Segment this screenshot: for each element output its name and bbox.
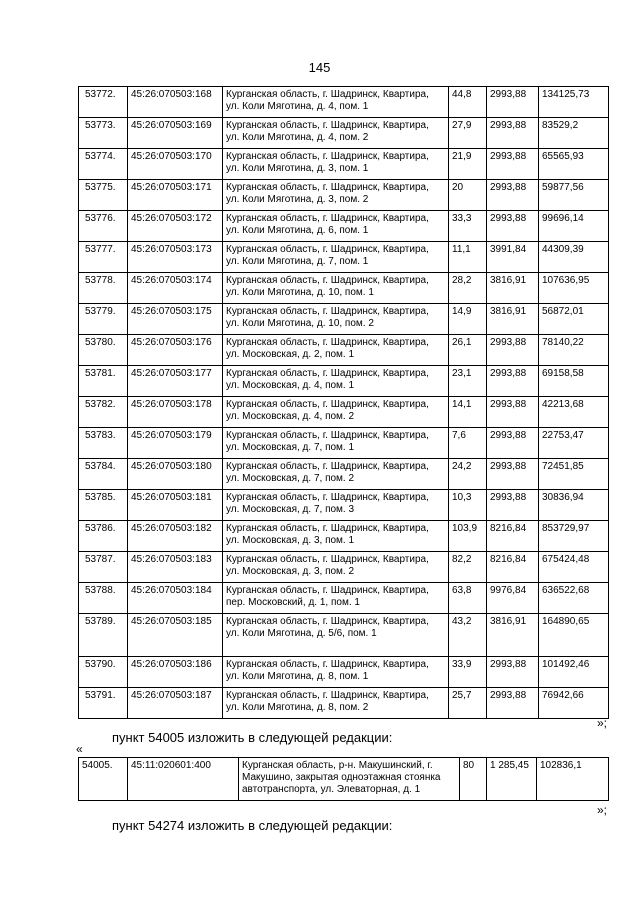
price-per-unit-cell: 2993,88 [487, 211, 539, 242]
address-cell: Курганская область, г. Шадринск, Квартира, ул. Московская, д. 4, пом. 2 [223, 397, 449, 428]
cadastral-value-cell: 675424,48 [539, 552, 609, 583]
cadastral-value-cell: 83529,2 [539, 118, 609, 149]
area-cell: 26,1 [449, 335, 487, 366]
price-per-unit-cell: 2993,88 [487, 87, 539, 118]
price-per-unit-cell: 2993,88 [487, 428, 539, 459]
cadastral-value-cell: 69158,58 [539, 366, 609, 397]
cadastral-number-cell: 45:26:070503:176 [128, 335, 223, 366]
address-cell: Курганская область, г. Шадринск, Квартира, ул. Коли Мяготина, д. 6, пом. 1 [223, 211, 449, 242]
table-row [79, 273, 609, 304]
cadastral-value-cell: 22753,47 [539, 428, 609, 459]
cadastral-number-cell: 45:26:070503:172 [128, 211, 223, 242]
price-per-unit-cell: 2993,88 [487, 180, 539, 211]
address-cell: Курганская область, г. Шадринск, Квартира, ул. Московская, д. 7, пом. 3 [223, 490, 449, 521]
closing-quote-2: »; [597, 803, 608, 817]
table-row [79, 521, 609, 552]
instruction-text-2: пункт 54274 изложить в следующей редакции: [112, 818, 393, 833]
cadastral-number-cell: 45:26:070503:186 [128, 657, 223, 688]
table-row [79, 688, 609, 719]
cadastral-number-cell: 45:26:070503:175 [128, 304, 223, 335]
cadastral-value-cell: 56872,01 [539, 304, 609, 335]
cadastral-value-cell: 76942,66 [539, 688, 609, 719]
price-per-unit-cell: 3816,91 [487, 304, 539, 335]
closing-quote: »; [597, 716, 608, 730]
row-number-cell: 53774. [79, 149, 128, 180]
cadastral-number-cell: 45:11:020601:400 [128, 758, 239, 801]
address-cell: Курганская область, г. Шадринск, Квартира, ул. Коли Мяготина, д. 10, пом. 2 [223, 304, 449, 335]
cadastral-number-cell: 45:26:070503:177 [128, 366, 223, 397]
address-cell: Курганская область, г. Шадринск, Квартира, ул. Коли Мяготина, д. 8, пом. 1 [223, 657, 449, 688]
table-row [79, 211, 609, 242]
area-cell: 11,1 [449, 242, 487, 273]
cadastral-value-cell: 99696,14 [539, 211, 609, 242]
cadastral-value-cell: 59877,56 [539, 180, 609, 211]
cadastral-table-amended [78, 757, 609, 801]
row-number-cell: 53776. [79, 211, 128, 242]
table-row [79, 428, 609, 459]
row-number-cell: 53783. [79, 428, 128, 459]
address-cell: Курганская область, г. Шадринск, Квартира, ул. Коли Мяготина, д. 8, пом. 2 [223, 688, 449, 719]
cadastral-value-cell: 78140,22 [539, 335, 609, 366]
row-number-cell: 53782. [79, 397, 128, 428]
cadastral-number-cell: 45:26:070503:185 [128, 614, 223, 657]
price-per-unit-cell: 9976,84 [487, 583, 539, 614]
price-per-unit-cell: 2993,88 [487, 490, 539, 521]
cadastral-number-cell: 45:26:070503:181 [128, 490, 223, 521]
cadastral-value-cell: 164890,65 [539, 614, 609, 657]
price-per-unit-cell: 2993,88 [487, 459, 539, 490]
page-number: 145 [308, 60, 331, 75]
address-cell: Курганская область, г. Шадринск, Квартира, ул. Коли Мяготина, д. 4, пом. 2 [223, 118, 449, 149]
cadastral-number-cell: 45:26:070503:169 [128, 118, 223, 149]
row-number-cell: 53777. [79, 242, 128, 273]
area-cell: 44,8 [449, 87, 487, 118]
area-cell: 24,2 [449, 459, 487, 490]
row-number-cell: 53775. [79, 180, 128, 211]
row-number-cell: 53786. [79, 521, 128, 552]
table-row [79, 87, 609, 118]
price-per-unit-cell: 8216,84 [487, 552, 539, 583]
price-per-unit-cell: 3991,84 [487, 242, 539, 273]
row-number-cell: 53789. [79, 614, 128, 657]
cadastral-number-cell: 45:26:070503:187 [128, 688, 223, 719]
price-per-unit-cell: 2993,88 [487, 397, 539, 428]
address-cell: Курганская область, г. Шадринск, Квартира, ул. Коли Мяготина, д. 7, пом. 1 [223, 242, 449, 273]
row-number-cell: 53781. [79, 366, 128, 397]
address-cell: Курганская область, г. Шадринск, Квартира, ул. Московская, д. 2, пом. 1 [223, 335, 449, 366]
row-number-cell: 53778. [79, 273, 128, 304]
cadastral-number-cell: 45:26:070503:183 [128, 552, 223, 583]
row-number-cell: 53779. [79, 304, 128, 335]
area-cell: 27,9 [449, 118, 487, 149]
cadastral-number-cell: 45:26:070503:170 [128, 149, 223, 180]
opening-quote: « [76, 742, 83, 756]
area-cell: 23,1 [449, 366, 487, 397]
cadastral-number-cell: 45:26:070503:171 [128, 180, 223, 211]
cadastral-number-cell: 45:26:070503:178 [128, 397, 223, 428]
cadastral-number-cell: 45:26:070503:184 [128, 583, 223, 614]
address-cell: Курганская область, р-н. Макушинский, г. Макушино, закрытая одноэтажная стоянка автотранспорта, ул. Элеваторная, д. 1 [239, 758, 460, 801]
cadastral-number-cell: 45:26:070503:168 [128, 87, 223, 118]
price-per-unit-cell: 2993,88 [487, 688, 539, 719]
cadastral-value-cell: 72451,85 [539, 459, 609, 490]
table-row [79, 583, 609, 614]
table-row [79, 397, 609, 428]
address-cell: Курганская область, г. Шадринск, Квартира, ул. Коли Мяготина, д. 5/6, пом. 1 [223, 614, 449, 657]
cadastral-value-cell: 134125,73 [539, 87, 609, 118]
table-row [79, 614, 609, 657]
row-number-cell: 53788. [79, 583, 128, 614]
cadastral-value-cell: 44309,39 [539, 242, 609, 273]
table-row [79, 304, 609, 335]
area-cell: 63,8 [449, 583, 487, 614]
table-row [79, 758, 609, 801]
area-cell: 14,9 [449, 304, 487, 335]
table-row [79, 242, 609, 273]
cadastral-number-cell: 45:26:070503:182 [128, 521, 223, 552]
address-cell: Курганская область, г. Шадринск, Квартира, ул. Коли Мяготина, д. 3, пом. 1 [223, 149, 449, 180]
cadastral-value-cell: 42213,68 [539, 397, 609, 428]
row-number-cell: 53773. [79, 118, 128, 149]
area-cell: 21,9 [449, 149, 487, 180]
cadastral-value-cell: 853729,97 [539, 521, 609, 552]
price-per-unit-cell: 2993,88 [487, 118, 539, 149]
table-row [79, 180, 609, 211]
cadastral-number-cell: 45:26:070503:180 [128, 459, 223, 490]
price-per-unit-cell: 2993,88 [487, 366, 539, 397]
cadastral-value-cell: 65565,93 [539, 149, 609, 180]
price-per-unit-cell: 2993,88 [487, 335, 539, 366]
table-row [79, 366, 609, 397]
area-cell: 14,1 [449, 397, 487, 428]
table-row [79, 335, 609, 366]
table-row [79, 459, 609, 490]
area-cell: 80 [460, 758, 487, 801]
address-cell: Курганская область, г. Шадринск, Квартира, ул. Московская, д. 7, пом. 2 [223, 459, 449, 490]
cadastral-number-cell: 45:26:070503:173 [128, 242, 223, 273]
table-row [79, 490, 609, 521]
price-per-unit-cell: 8216,84 [487, 521, 539, 552]
row-number-cell: 53790. [79, 657, 128, 688]
price-per-unit-cell: 3816,91 [487, 614, 539, 657]
cadastral-value-cell: 636522,68 [539, 583, 609, 614]
area-cell: 20 [449, 180, 487, 211]
instruction-text: пункт 54005 изложить в следующей редакции: [112, 730, 393, 745]
address-cell: Курганская область, г. Шадринск, Квартира, ул. Московская, д. 7, пом. 1 [223, 428, 449, 459]
table-row [79, 552, 609, 583]
cadastral-value-cell: 101492,46 [539, 657, 609, 688]
area-cell: 7,6 [449, 428, 487, 459]
area-cell: 28,2 [449, 273, 487, 304]
table-row [79, 657, 609, 688]
cadastral-value-cell: 30836,94 [539, 490, 609, 521]
price-per-unit-cell: 1 285,45 [487, 758, 537, 801]
area-cell: 33,3 [449, 211, 487, 242]
area-cell: 43,2 [449, 614, 487, 657]
row-number-cell: 53780. [79, 335, 128, 366]
price-per-unit-cell: 3816,91 [487, 273, 539, 304]
cadastral-table [78, 86, 609, 719]
price-per-unit-cell: 2993,88 [487, 657, 539, 688]
row-number-cell: 54005. [79, 758, 128, 801]
address-cell: Курганская область, г. Шадринск, Квартира, ул. Коли Мяготина, д. 10, пом. 1 [223, 273, 449, 304]
cadastral-number-cell: 45:26:070503:174 [128, 273, 223, 304]
table-row [79, 149, 609, 180]
area-cell: 33,9 [449, 657, 487, 688]
cadastral-number-cell: 45:26:070503:179 [128, 428, 223, 459]
area-cell: 25,7 [449, 688, 487, 719]
row-number-cell: 53787. [79, 552, 128, 583]
row-number-cell: 53784. [79, 459, 128, 490]
address-cell: Курганская область, г. Шадринск, Квартира, ул. Московская, д. 3, пом. 2 [223, 552, 449, 583]
cadastral-value-cell: 107636,95 [539, 273, 609, 304]
address-cell: Курганская область, г. Шадринск, Квартира, ул. Московская, д. 3, пом. 1 [223, 521, 449, 552]
address-cell: Курганская область, г. Шадринск, Квартира, ул. Московская, д. 4, пом. 1 [223, 366, 449, 397]
address-cell: Курганская область, г. Шадринск, Квартира, ул. Коли Мяготина, д. 4, пом. 1 [223, 87, 449, 118]
table-row [79, 118, 609, 149]
area-cell: 10,3 [449, 490, 487, 521]
row-number-cell: 53772. [79, 87, 128, 118]
row-number-cell: 53791. [79, 688, 128, 719]
price-per-unit-cell: 2993,88 [487, 149, 539, 180]
row-number-cell: 53785. [79, 490, 128, 521]
address-cell: Курганская область, г. Шадринск, Квартира, ул. Коли Мяготина, д. 3, пом. 2 [223, 180, 449, 211]
cadastral-value-cell: 102836,1 [537, 758, 609, 801]
area-cell: 103,9 [449, 521, 487, 552]
area-cell: 82,2 [449, 552, 487, 583]
address-cell: Курганская область, г. Шадринск, Квартира, пер. Московский, д. 1, пом. 1 [223, 583, 449, 614]
